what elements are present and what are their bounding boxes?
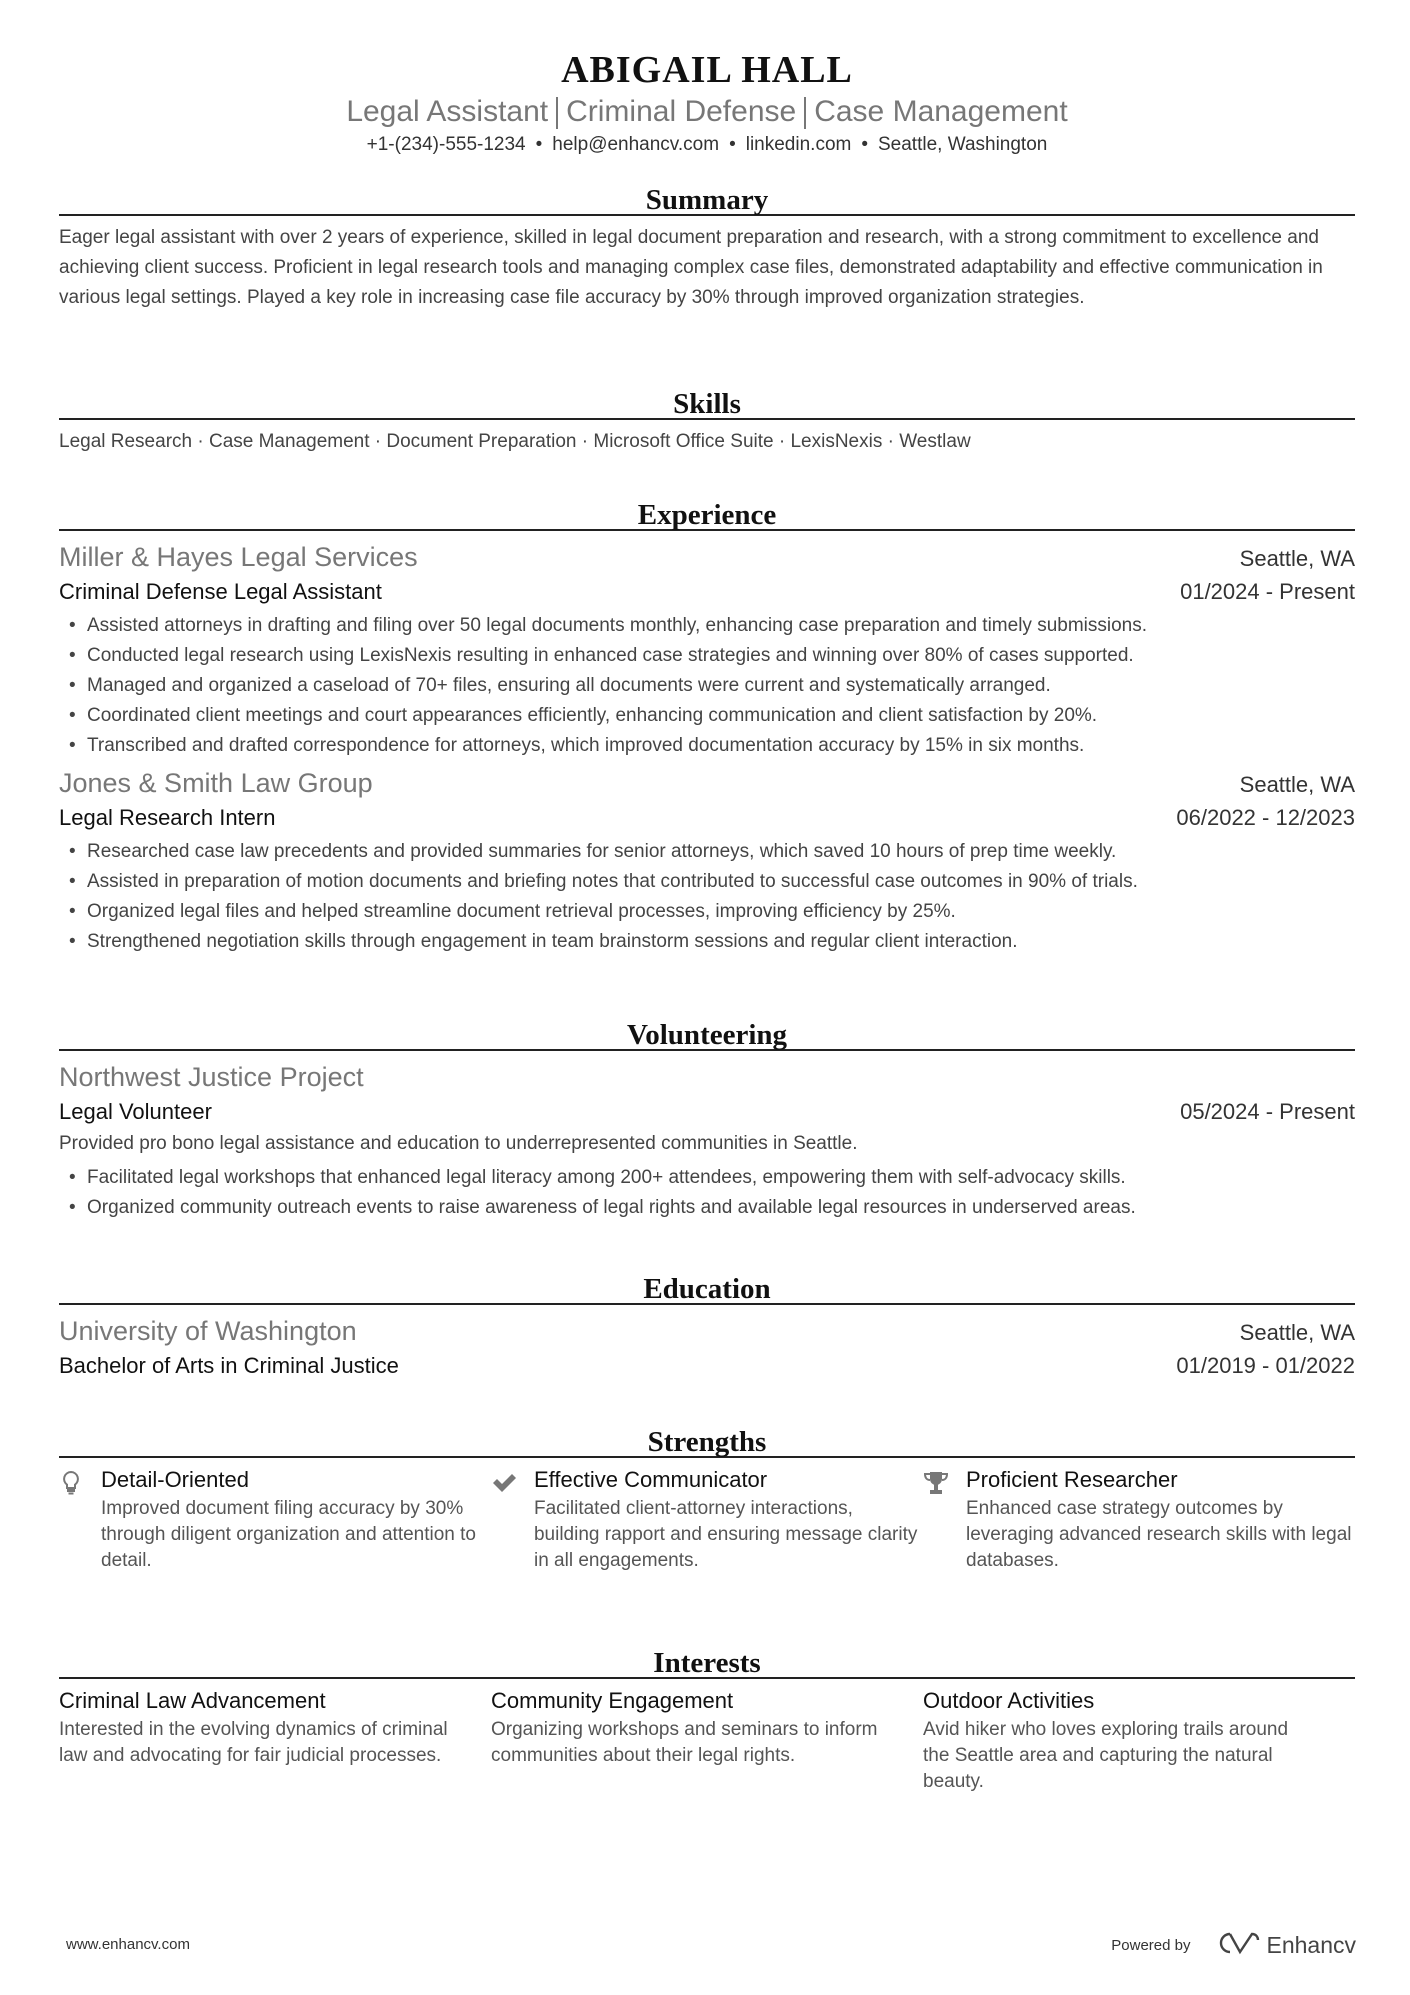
job-entry <box>59 765 1355 957</box>
strength-description: Improved document filing accuracy by 30% through diligent organization and attention to detail. <box>101 1498 476 1571</box>
bullet: • Conducted legal research using LexisNexis resulting in enhanced case strategies and winning over 80% of cases supported. <box>59 641 1355 671</box>
bullet: • Organized community outreach events to raise awareness of legal rights and available legal resources in underserved areas. <box>59 1193 1355 1223</box>
section-heading: Volunteering <box>626 1019 788 1051</box>
volunteering-section <box>59 1017 1355 1223</box>
company-name: Miller & Hayes Legal Services <box>59 542 418 572</box>
strength-title: Detail-Oriented <box>101 1467 249 1492</box>
company-name: Jones & Smith Law Group <box>59 768 373 798</box>
linkedin-link[interactable]: linkedin.com <box>745 134 852 155</box>
section-heading: Interests <box>653 1647 761 1679</box>
separator <box>804 97 806 129</box>
section-heading: Strengths <box>647 1426 767 1458</box>
experience-section <box>59 497 1355 957</box>
school-name: University of Washington <box>59 1316 357 1346</box>
bullet: • Managed and organized a caseload of 70+ files, ensuring all documents were current and systematically arranged. <box>59 671 1355 701</box>
headline <box>59 95 1355 129</box>
strength-title: Proficient Researcher <box>966 1467 1178 1492</box>
interest-description: Organizing workshops and seminars to inform communities about their legal rights. <box>491 1719 878 1766</box>
enhancv-logo-icon <box>1216 1930 1260 1960</box>
bullet: • Transcribed and drafted correspondence for attorneys, which improved documentation accuracy by 15% in six months. <box>59 731 1355 761</box>
contact-line: +1-(234)-555-1234 • help@enhancv.com • linkedin.com • Seattle, Washington <box>366 134 1048 155</box>
interest-description: Avid hiker who loves exploring trails around the Seattle area and capturing the natural beauty. <box>923 1719 1289 1792</box>
headline-title: Case Management <box>814 95 1068 128</box>
summary-text: Eager legal assistant with over 2 years of experience, skilled in legal document preparation and research, with a strong commitment to excellence and achieving client success. Proficient in legal research tools and managing complex case files, demonstrated adaptability and effective communication in various legal settings. Played a key role in increasing case file accuracy by 30% through improved organization strategies. <box>59 227 1323 308</box>
summary-section <box>59 182 1355 313</box>
phone: +1-(234)-555-1234 <box>366 134 526 155</box>
strength-description: Enhanced case strategy outcomes by leveraging advanced research skills with legal databases. <box>966 1498 1352 1571</box>
strength-item <box>491 1464 923 1574</box>
strength-item <box>923 1464 1355 1574</box>
bullet: • Assisted attorneys in drafting and filing over 50 legal documents monthly, enhancing case preparation and timely submissions. <box>59 611 1355 641</box>
job-dates: 01/2024 - Present <box>1180 579 1355 604</box>
school-location: Seattle, WA <box>1239 1320 1355 1345</box>
footer-website-link[interactable]: www.enhancv.com <box>66 1936 190 1953</box>
job-dates: 06/2022 - 12/2023 <box>1176 805 1355 830</box>
trophy-icon <box>923 1470 947 1494</box>
separator <box>556 97 558 129</box>
headline-title: Legal Assistant <box>346 95 549 128</box>
bullet: • Coordinated client meetings and court appearances efficiently, enhancing communication and client satisfaction by 20%. <box>59 701 1355 731</box>
checkmark-icon <box>491 1470 515 1494</box>
bullet: • Strengthened negotiation skills through engagement in team brainstorm sessions and regular client interaction. <box>59 927 1355 957</box>
section-heading: Summary <box>645 184 769 216</box>
volunteer-role: Legal Volunteer <box>59 1099 212 1124</box>
bullet: • Assisted in preparation of motion documents and briefing notes that contributed to successful case outcomes in 90% of trials. <box>59 867 1355 897</box>
headline-title: Criminal Defense <box>566 95 797 128</box>
job-role: Criminal Defense Legal Assistant <box>59 579 382 604</box>
job-role: Legal Research Intern <box>59 805 276 830</box>
location: Seattle, Washington <box>878 134 1048 155</box>
email-link[interactable]: help@enhancv.com <box>552 134 720 155</box>
skills-section <box>59 386 1355 457</box>
interest-item <box>59 1685 491 1795</box>
bullet: • Organized legal files and helped streamline document retrieval processes, improving efficiency by 25%. <box>59 897 1355 927</box>
bullet: • Facilitated legal workshops that enhanced legal literacy among 200+ attendees, empowering them with self-advocacy skills. <box>59 1163 1355 1193</box>
interest-item <box>923 1685 1355 1795</box>
job-location: Seattle, WA <box>1239 546 1355 571</box>
organization-name: Northwest Justice Project <box>59 1062 364 1092</box>
interest-item <box>491 1685 923 1795</box>
bullet: • Researched case law precedents and provided summaries for senior attorneys, which saved 10 hours of prep time weekly. <box>59 837 1355 867</box>
brand-name: Enhancv <box>1266 1931 1356 1958</box>
candidate-name: ABIGAIL HALL <box>561 49 853 91</box>
interest-description: Interested in the evolving dynamics of criminal law and advocating for fair judicial processes. <box>59 1719 448 1766</box>
strength-description: Facilitated client-attorney interactions, building rapport and ensuring message clarity in all engagements. <box>533 1498 918 1571</box>
interest-title: Criminal Law Advancement <box>59 1688 326 1713</box>
volunteer-dates: 05/2024 - Present <box>1180 1099 1355 1124</box>
volunteer-description: Provided pro bono legal assistance and education to underrepresented communities in Seattle. <box>59 1133 858 1154</box>
section-heading: Education <box>643 1273 771 1305</box>
strengths-section <box>59 1424 1355 1574</box>
footer-branding <box>1111 1930 1356 1960</box>
section-heading: Skills <box>673 388 741 420</box>
education-section <box>59 1271 1355 1383</box>
interest-title: Outdoor Activities <box>923 1688 1095 1713</box>
interests-section <box>59 1645 1355 1795</box>
lightbulb-icon <box>59 1470 83 1494</box>
interest-title: Community Engagement <box>491 1688 734 1713</box>
job-entry <box>59 539 1355 761</box>
job-location: Seattle, WA <box>1239 772 1355 797</box>
strength-item <box>59 1464 491 1574</box>
section-heading: Experience <box>637 499 777 531</box>
skills-list: Legal Research · Case Management · Document Preparation · Microsoft Office Suite · LexisNexis · Westlaw <box>59 431 971 452</box>
powered-by-label: Powered by <box>1111 1936 1191 1954</box>
degree: Bachelor of Arts in Criminal Justice <box>59 1353 399 1378</box>
strength-title: Effective Communicator <box>533 1467 768 1492</box>
education-dates: 01/2019 - 01/2022 <box>1176 1353 1355 1378</box>
